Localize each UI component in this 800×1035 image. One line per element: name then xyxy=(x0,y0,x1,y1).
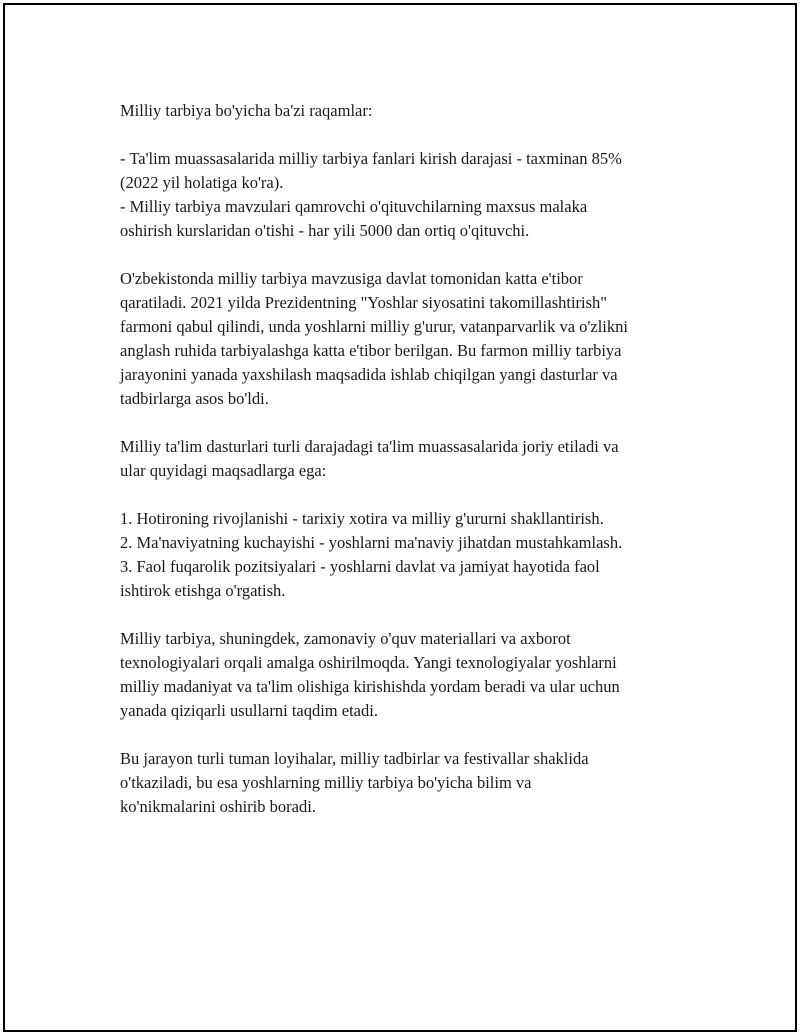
paragraph-line: Milliy tarbiya, shuningdek, zamonaviy o'quv materiallari va axborot xyxy=(120,629,571,648)
paragraph-line: anglash ruhida tarbiyalashga katta e'tibor berilgan. Bu farmon milliy tarbiya xyxy=(120,341,622,360)
paragraph-line: tadbirlarga asos bo'ldi. xyxy=(120,389,269,408)
stats-list xyxy=(120,147,700,243)
stat-line: oshirish kurslaridan o'tishi - har yili 5000 dan ortiq o'qituvchi. xyxy=(120,221,530,240)
page-frame xyxy=(3,3,797,1032)
stat-line: - Ta'lim muassasalarida milliy tarbiya fanlari kirish darajasi - taxminan 85% xyxy=(120,149,622,168)
paragraph-line: texnologiyalari orqali amalga oshirilmoqda. Yangi texnologiyalar yoshlarni xyxy=(120,653,617,672)
paragraph-line: O'zbekistonda milliy tarbiya mavzusiga davlat tomonidan katta e'tibor xyxy=(120,269,583,288)
paragraph-2 xyxy=(120,435,700,483)
document-body xyxy=(120,99,700,843)
goal-line: 3. Faol fuqarolik pozitsiyalari - yoshlarni davlat va jamiyat hayotida faol xyxy=(120,557,600,576)
goals-list xyxy=(120,507,700,603)
paragraph-line: milliy madaniyat va ta'lim olishiga kirishishda yordam beradi va ular uchun xyxy=(120,677,620,696)
paragraph-line: yanada qiziqarli usullarni taqdim etadi. xyxy=(120,701,378,720)
paragraph-1 xyxy=(120,267,700,411)
paragraph-4 xyxy=(120,747,700,819)
heading xyxy=(120,99,700,123)
paragraph-3 xyxy=(120,627,700,723)
paragraph-line: jarayonini yanada yaxshilash maqsadida ishlab chiqilgan yangi dasturlar va xyxy=(120,365,618,384)
paragraph-line: ko'nikmalarini oshirib boradi. xyxy=(120,797,316,816)
paragraph-line: farmoni qabul qilindi, unda yoshlarni milliy g'urur, vatanparvarlik va o'zlikni xyxy=(120,317,628,336)
paragraph-line: o'tkaziladi, bu esa yoshlarning milliy tarbiya bo'yicha bilim va xyxy=(120,773,532,792)
paragraph-line: ular quyidagi maqsadlarga ega: xyxy=(120,461,327,480)
heading-line: Milliy tarbiya bo'yicha ba'zi raqamlar: xyxy=(120,101,373,120)
paragraph-line: Milliy ta'lim dasturlari turli darajadagi ta'lim muassasalarida joriy etiladi va xyxy=(120,437,619,456)
goal-line: 1. Hotironing rivojlanishi - tarixiy xotira va milliy g'ururni shakllantirish. xyxy=(120,509,604,528)
paragraph-line: qaratiladi. 2021 yilda Prezidentning "Yoshlar siyosatini takomillashtirish" xyxy=(120,293,608,312)
goal-line: 2. Ma'naviyatning kuchayishi - yoshlarni ma'naviy jihatdan mustahkamlash. xyxy=(120,533,623,552)
stat-line: (2022 yil holatiga ko'ra). xyxy=(120,173,284,192)
paragraph-line: Bu jarayon turli tuman loyihalar, milliy tadbirlar va festivallar shaklida xyxy=(120,749,589,768)
goal-line: ishtirok etishga o'rgatish. xyxy=(120,581,286,600)
stat-line: - Milliy tarbiya mavzulari qamrovchi o'qituvchilarning maxsus malaka xyxy=(120,197,588,216)
